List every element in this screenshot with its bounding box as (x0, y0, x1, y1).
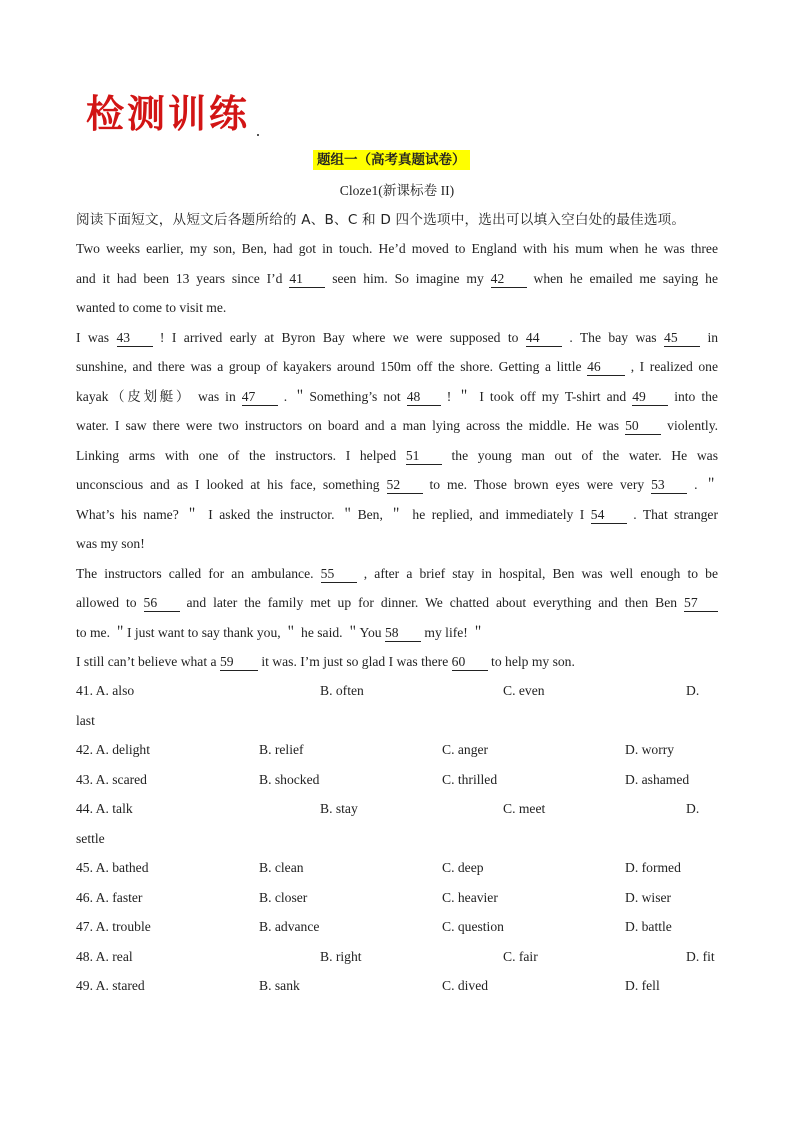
option-c: C. fair (503, 948, 538, 964)
option-row-41-wrap (76, 709, 718, 739)
option-c: C. even (503, 683, 545, 698)
passage-line (76, 385, 718, 415)
passage-line (76, 562, 718, 592)
option-row-41 (76, 679, 718, 709)
option-d-text: last (76, 712, 95, 728)
blank-54: 54 (591, 507, 627, 524)
option-b: B. often (320, 683, 364, 698)
passage-text: I was (76, 329, 110, 345)
passage-line (76, 267, 718, 297)
passage-text: What’s his name? ＂ I asked the instructor. ＂Ben, ＂ he replied, and immediately I (76, 506, 585, 522)
passage-line: Two weeks earlier, my son, Ben, had got in touch. He’d moved to England with his mum when he was three (76, 241, 718, 256)
option-a: 44. A. talk (76, 801, 133, 816)
passage-line (76, 444, 718, 474)
passage-text: Linking arms with one of the instructors. I helped (76, 447, 397, 463)
option-b: B. closer (259, 889, 308, 905)
blank-45: 45 (664, 330, 700, 347)
blank-53: 53 (651, 477, 687, 494)
option-row-45 (76, 856, 718, 886)
option-c: C. thrilled (442, 771, 498, 787)
passage-text: allowed to (76, 595, 137, 610)
passage-text: and it had been 13 years since I’d (76, 270, 283, 286)
passage-text: . ＂ (694, 477, 718, 492)
blank-42: 42 (491, 271, 527, 288)
blank-44: 44 (526, 330, 562, 347)
option-row-44-wrap (76, 827, 718, 857)
passage-line (76, 355, 718, 385)
blank-52: 52 (387, 477, 423, 494)
passage-line: wanted to come to visit me. (76, 300, 227, 315)
subtitle: Cloze1(新课标卷 II) (339, 183, 455, 198)
option-c: C. deep (442, 860, 484, 875)
option-c: C. anger (442, 742, 489, 757)
passage-text: in (707, 329, 719, 345)
page-title: 检测训练 (86, 92, 251, 136)
title-dot (257, 134, 259, 136)
option-b: B. shocked (259, 771, 320, 787)
option-d: D. (686, 683, 700, 698)
passage-text: I still can’t believe what a (76, 654, 217, 669)
option-b: B. clean (259, 860, 304, 875)
option-d: D. battle (625, 919, 672, 934)
answer-options (76, 679, 718, 1004)
blank-50: 50 (625, 418, 661, 435)
passage-text: unconscious and as I looked at his face, something (76, 477, 380, 492)
option-b: B. stay (320, 801, 358, 816)
blank-55: 55 (321, 566, 357, 583)
option-c: C. question (442, 919, 504, 934)
option-c: C. meet (503, 801, 546, 816)
blank-48: 48 (407, 389, 441, 406)
option-d: D. formed (625, 860, 681, 875)
passage-text: to me. ＂I just want to say thank you, ＂ he said. ＂You (76, 624, 382, 640)
blank-57: 57 (684, 595, 718, 612)
passage-text: violently. (667, 418, 718, 433)
blank-60: 60 (452, 654, 488, 671)
option-row-43 (76, 768, 718, 798)
option-d: D. fell (625, 978, 660, 993)
passage-text: ! I arrived early at Byron Bay where we were supposed to (159, 329, 519, 345)
option-a: 49. A. stared (76, 978, 145, 993)
passage-line (76, 414, 718, 444)
passage-text: . That stranger (633, 506, 718, 522)
option-b: B. right (320, 948, 362, 964)
passage-text: into the (674, 388, 718, 404)
blank-59: 59 (220, 654, 258, 671)
passage-text: the young man out of the water. He was (451, 447, 719, 463)
passage-line: was my son! (76, 536, 145, 551)
option-a: 42. A. delight (76, 742, 151, 757)
option-d-text: settle (76, 830, 105, 846)
blank-51: 51 (406, 448, 442, 465)
passage-text: to me. Those brown eyes were very (429, 477, 645, 492)
option-b: B. relief (259, 742, 304, 757)
passage-text: . ＂Something’s not (283, 388, 401, 404)
blank-56: 56 (144, 595, 180, 612)
cloze-passage (76, 237, 718, 680)
passage-text: . The bay was (569, 329, 657, 345)
passage-text: sunshine, and there was a group of kayakers around 150m off the shore. Getting a little (76, 359, 582, 374)
passage-text: when he emailed me saying he (533, 270, 718, 286)
option-a: 48. A. real (76, 948, 133, 964)
option-a: 45. A. bathed (76, 860, 149, 875)
passage-text: it was. I’m just so glad I was there (261, 654, 449, 669)
passage-line (76, 473, 718, 503)
passage-text: , I realized one (630, 359, 719, 374)
option-row-42 (76, 738, 718, 768)
option-b: B. advance (259, 919, 320, 934)
blank-47: 47 (242, 389, 278, 406)
option-row-44 (76, 797, 718, 827)
option-d: D. fit (686, 948, 715, 964)
option-a: 47. A. trouble (76, 919, 151, 934)
passage-text: kayak（皮划艇） was in (76, 388, 236, 404)
blank-41: 41 (289, 271, 325, 288)
passage-text: water. I saw there were two instructors on board and a man lying across the middle. He was (76, 418, 620, 433)
passage-text: ! ＂ I took off my T-shirt and (446, 388, 627, 404)
option-row-47 (76, 915, 718, 945)
option-b: B. sank (259, 978, 300, 993)
option-c: C. dived (442, 978, 489, 993)
instructions: 阅读下面短文，从短文后各题所给的 A、B、C 和 D 四个选项中，选出可以填入空白处的最佳选项。 (76, 212, 686, 228)
option-row-48 (76, 945, 718, 975)
passage-line (76, 621, 718, 651)
option-a: 43. A. scared (76, 771, 147, 787)
passage-text: , after a brief stay in hospital, Ben was well enough to be (363, 565, 718, 581)
option-d: D. wiser (625, 889, 672, 905)
passage-text: my life! ＂ (424, 624, 485, 640)
option-d: D. (686, 801, 700, 816)
passage-text: to help my son. (491, 654, 575, 669)
blank-49: 49 (632, 389, 668, 406)
passage-line (76, 650, 718, 680)
passage-text: The instructors called for an ambulance. (76, 565, 314, 581)
option-row-46 (76, 886, 718, 916)
option-a: 46. A. faster (76, 889, 143, 905)
passage-line (76, 591, 718, 621)
passage-line (76, 326, 718, 356)
passage-line (76, 503, 718, 533)
option-row-49 (76, 974, 718, 1004)
passage-text: seen him. So imagine my (332, 270, 484, 286)
option-d: D. worry (625, 742, 675, 757)
option-c: C. heavier (442, 889, 498, 905)
blank-58: 58 (385, 625, 421, 642)
blank-46: 46 (587, 359, 625, 376)
passage-text: and later the family met up for dinner. We chatted about everything and then Ben (186, 595, 678, 610)
option-d: D. ashamed (625, 771, 690, 787)
option-a: 41. A. also (76, 683, 135, 698)
blank-43: 43 (117, 330, 153, 347)
group-label: 题组一（高考真题试卷） (313, 150, 470, 170)
